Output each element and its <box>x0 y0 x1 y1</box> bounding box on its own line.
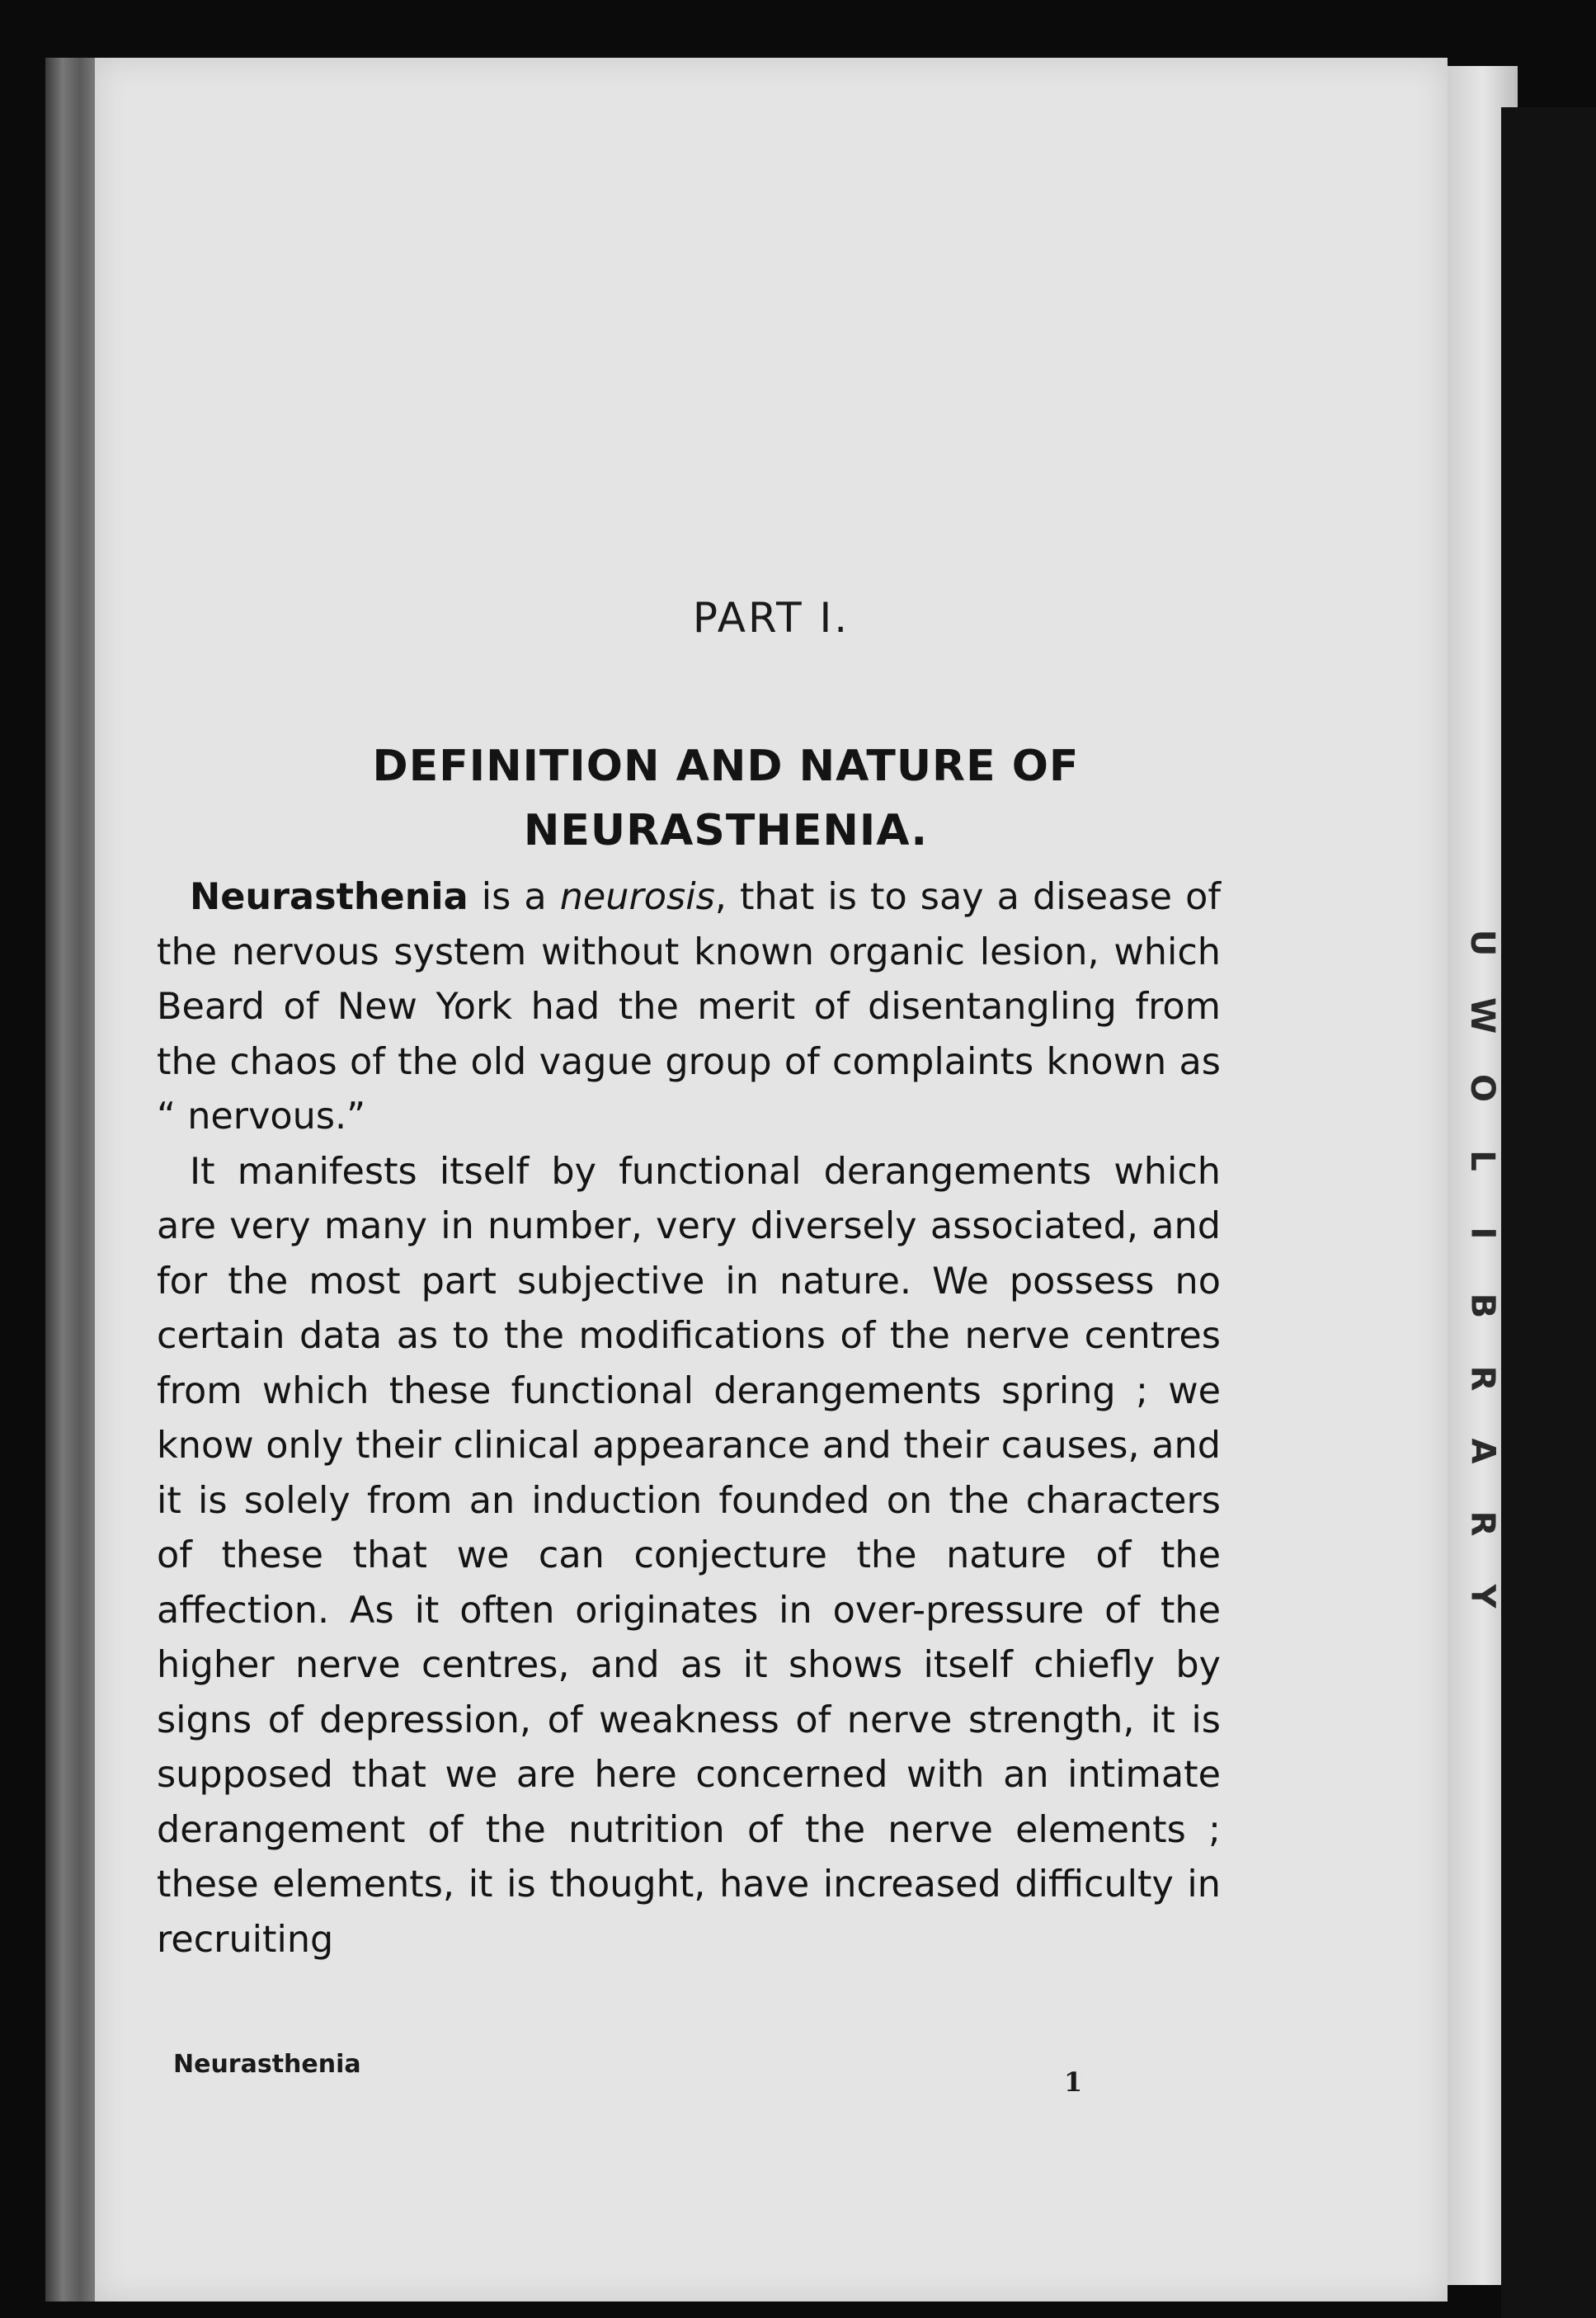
paragraph-2: It manifests itself by functional derangements which are very many in number, very diversely associated, and for the most part subjective in nature. We possess no certain data as to the modifications of the nerve centres from which these functional derangements spring ; we know only their clinical appearance and their causes, and it is solely from an induction founded on the characters of these that we can conjecture the nature of the affection. As it often originates in over-pressure of the higher nerve centres, and as it shows itself chiefly by signs of depression, of weakness of nerve strength, it is supposed that we are here concerned with an intimate derangement of the nutrition of the nerve elements ; these elements, it is thought, have increased difficulty in recruiting <box>157 1150 1221 1961</box>
part-title: PART I. <box>692 594 850 642</box>
stamp-letter: R <box>1463 1365 1501 1392</box>
italic-term: neurosis <box>559 876 715 918</box>
lead-word: Neurasthenia <box>190 876 468 918</box>
stamp-letter: U <box>1462 929 1501 957</box>
stamp-letter: L <box>1463 1150 1501 1171</box>
stamp-letter: Y <box>1463 1584 1501 1609</box>
body-text <box>157 870 1221 1967</box>
stamp-letter: A <box>1463 1438 1501 1464</box>
stamp-letter: R <box>1463 1510 1501 1537</box>
paragraph-1-part-a: is a <box>468 876 560 918</box>
page-number: 1 <box>1064 2066 1083 2098</box>
chapter-heading: DEFINITION AND NATURE OF NEURASTHENIA. <box>372 742 1080 855</box>
stamp-letter: O <box>1462 1073 1501 1103</box>
signature-mark: Neurasthenia <box>173 2050 361 2079</box>
stamp-letter: B <box>1463 1293 1501 1319</box>
book-page <box>95 58 1448 2302</box>
paragraph-1-part-b: , that is to say a disease of the nervous system without known organic lesion, which Beard of New York had the merit of disentangling from the chaos of the old vague group of complaints known as “ nervous.” <box>157 876 1221 1138</box>
background-edge <box>1501 107 1596 2318</box>
library-stamp <box>1453 924 1511 1609</box>
stamp-letter: I <box>1462 1227 1501 1240</box>
stamp-letter: W <box>1463 996 1501 1034</box>
paragraph-1 <box>157 870 1221 1145</box>
